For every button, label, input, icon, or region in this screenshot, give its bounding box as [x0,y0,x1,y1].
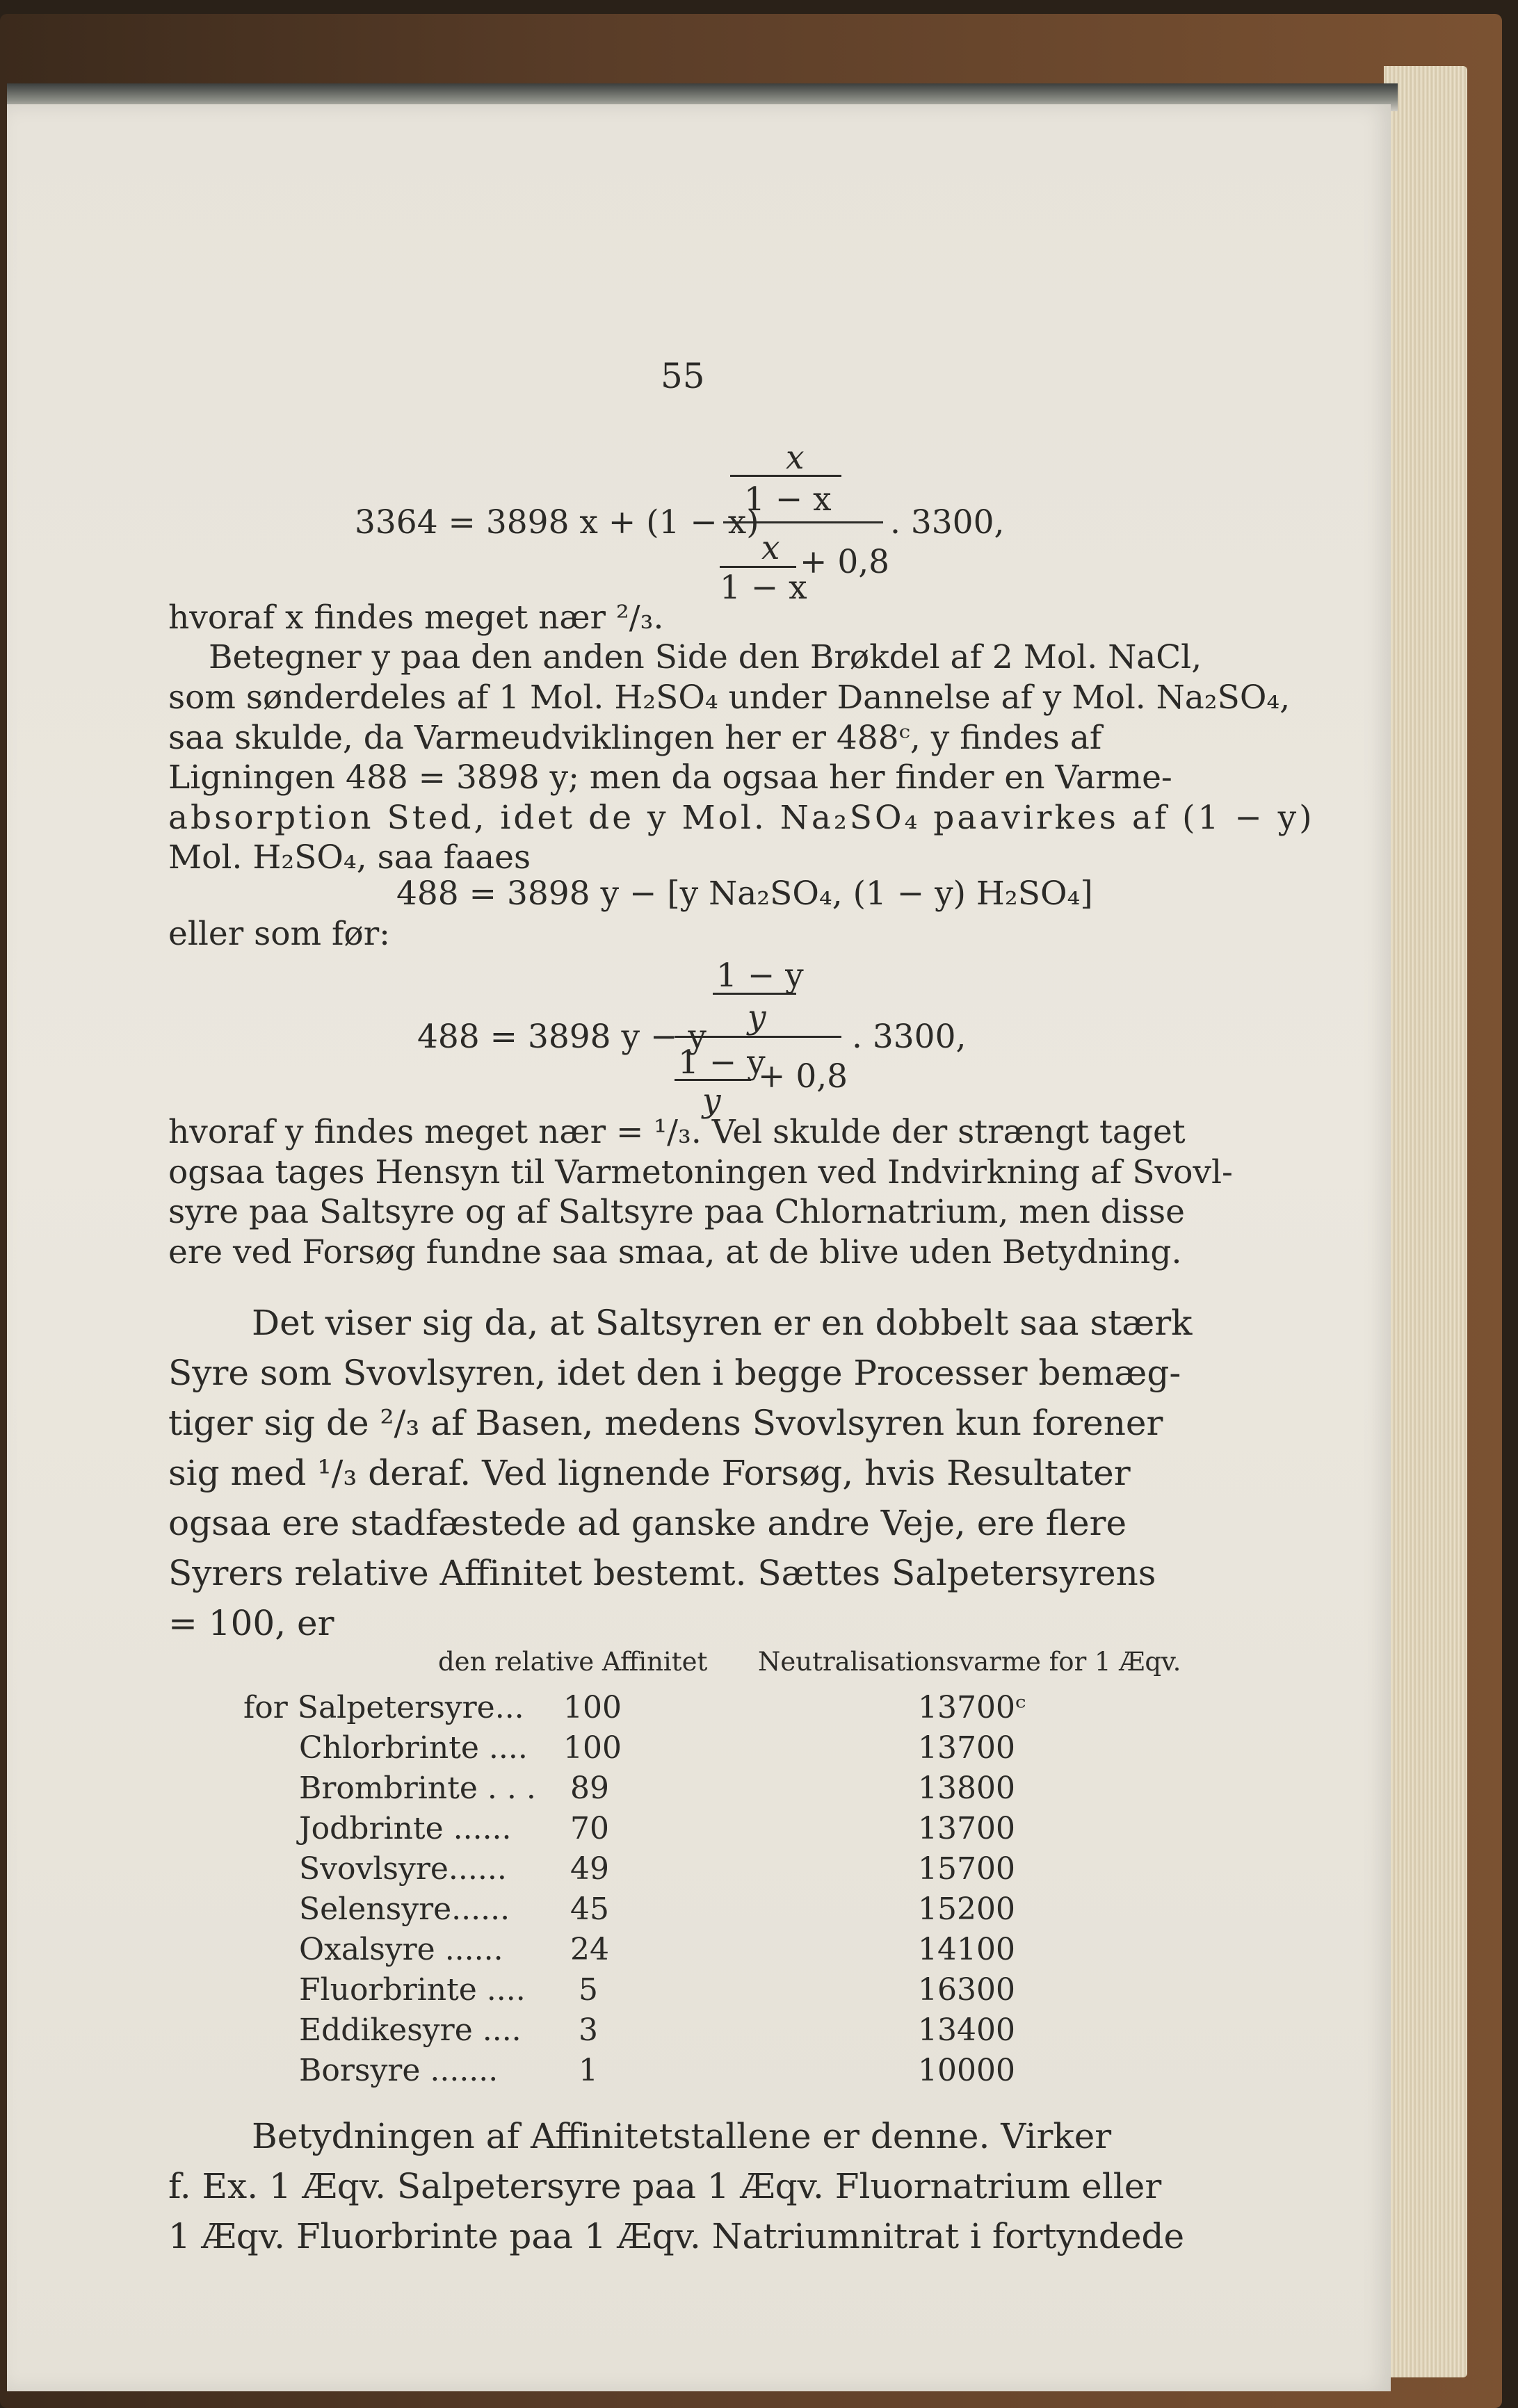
row-heat: 13700 [918,1730,1015,1766]
row-heat: 16300 [918,1972,1015,2008]
row-affinity: 24 [570,1932,609,1967]
eq3-bottom-numerator: 1 − y [678,1043,766,1082]
para1-line-7: Mol. H₂SO₄, saa faaes [168,838,531,877]
para2-line-4: ere ved Forsøg fundne saa smaa, at de blive uden Betydning. [168,1233,1182,1271]
row-affinity: 70 [570,1811,609,1846]
table-header-heat: Neutralisationsvarme for 1 Æqv. [758,1647,1181,1677]
row-acid-name: Selensyre...... [299,1892,510,1927]
eq1-bottom-numerator: x [761,529,780,567]
row-affinity: 89 [570,1771,609,1806]
para1-line-6: absorption Sted, idet de y Mol. Na₂SO₄ paavirkes af (1 − y) [168,799,1315,837]
table-header-affinity: den relative Affinitet [438,1647,708,1677]
book-page [7,104,1391,2391]
para1-line-1: hvoraf x findes meget nær ²/₃. [168,599,664,637]
row-heat: 13400 [918,2012,1015,2048]
row-acid-name: for Salpetersyre... [243,1690,524,1725]
para3-line-3: tiger sig de ²/₃ af Basen, medens Svovlsyren kun forener [168,1403,1163,1443]
row-acid-name: Eddikesyre .... [299,2012,522,2048]
row-affinity: 45 [570,1892,609,1927]
para3-line-7: = 100, er [168,1603,334,1643]
para1-line-5: Ligningen 488 = 3898 y; men da ogsaa her finder en Varme- [168,758,1172,797]
eq2-after-text: eller som før: [168,915,391,953]
eq1-top-numerator: x [786,439,805,477]
eq3-plus: + 0,8 [758,1057,848,1096]
eq1-top-denominator: 1 − x [744,480,832,519]
para3-line-5: ogsaa ere stadfæstede ad ganske andre Veje, ere flere [168,1503,1127,1543]
para4-line-3: 1 Æqv. Fluorbrinte paa 1 Æqv. Natriumnitrat i fortyndede [168,2216,1185,2256]
page-edges [1384,66,1467,2377]
para2-line-1: hvoraf y findes meget nær = ¹/₃. Vel skulde der strængt taget [168,1113,1186,1151]
row-acid-name: Oxalsyre ...... [299,1932,503,1967]
row-heat: 15200 [918,1892,1015,1927]
row-heat: 13800 [918,1771,1015,1806]
eq3-suffix: . 3300, [852,1018,967,1056]
row-heat: 10000 [918,2053,1015,2088]
row-acid-name: Svovlsyre...... [299,1851,507,1887]
row-affinity: 3 [579,2012,598,2048]
row-affinity: 5 [579,1972,598,2008]
eq3-lhs: 488 = 3898 y − y [417,1018,706,1056]
eq3-bottom-denominator: y [702,1082,721,1120]
row-affinity: 1 [579,2053,598,2088]
eq1-main-fraction-bar [723,521,883,523]
row-acid-name: Fluorbrinte .... [299,1972,526,2008]
row-affinity: 100 [563,1690,622,1725]
equation-2: 488 = 3898 y − [y Na₂SO₄, (1 − y) H₂SO₄] [396,874,1093,913]
row-heat: 13700 [918,1811,1015,1846]
eq1-plus: + 0,8 [800,543,890,581]
para3-line-1: Det viser sig da, at Saltsyren er en dobbelt saa stærk [252,1303,1193,1343]
eq3-top-numerator: 1 − y [716,957,804,995]
eq1-lhs: 3364 = 3898 x + (1 − x) [355,503,759,542]
para2-line-3: syre paa Saltsyre og af Saltsyre paa Chlornatrium, men disse [168,1193,1185,1231]
row-acid-name: Borsyre ....... [299,2053,499,2088]
row-acid-name: Chlorbrinte .... [299,1730,528,1766]
para1-line-3: som sønderdeles af 1 Mol. H₂SO₄ under Dannelse af y Mol. Na₂SO₄, [168,678,1291,717]
para1-line-4: saa skulde, da Varmeudviklingen her er 488ᶜ, y findes af [168,719,1102,757]
para2-line-2: ogsaa tages Hensyn til Varmetoningen ved Indvirkning af Svovl- [168,1153,1233,1191]
row-acid-name: Brombrinte . . . [299,1771,536,1806]
row-affinity: 100 [563,1730,622,1766]
para3-line-2: Syre som Svovlsyren, idet den i begge Processer bemæg- [168,1353,1181,1393]
eq3-top-fraction-bar [713,993,796,995]
eq3-main-fraction-bar [675,1036,841,1038]
eq1-bottom-denominator: 1 − x [720,569,807,607]
para3-line-4: sig med ¹/₃ deraf. Ved lignende Forsøg, hvis Resultater [168,1453,1131,1493]
row-heat: 15700 [918,1851,1015,1887]
page-number: 55 [661,356,705,396]
eq1-top-fraction-bar [730,475,841,477]
eq1-bottom-fraction-bar [720,566,796,568]
para4-line-1: Betydningen af Affinitetstallene er denne. Virker [252,2116,1112,2156]
eq1-suffix: . 3300, [890,503,1005,542]
para3-line-6: Syrers relative Affinitet bestemt. Sættes Salpetersyrens [168,1553,1156,1593]
row-acid-name: Jodbrinte ...... [299,1811,512,1846]
row-affinity: 49 [570,1851,609,1887]
eq3-top-denominator: y [748,998,766,1036]
para1-line-2: Betegner y paa den anden Side den Brøkdel af 2 Mol. NaCl, [209,638,1202,676]
row-heat: 14100 [918,1932,1015,1967]
row-heat: 13700ᶜ [918,1690,1026,1725]
eq3-bottom-fraction-bar [675,1079,751,1081]
para4-line-2: f. Ex. 1 Æqv. Salpetersyre paa 1 Æqv. Fluornatrium eller [168,2166,1162,2206]
